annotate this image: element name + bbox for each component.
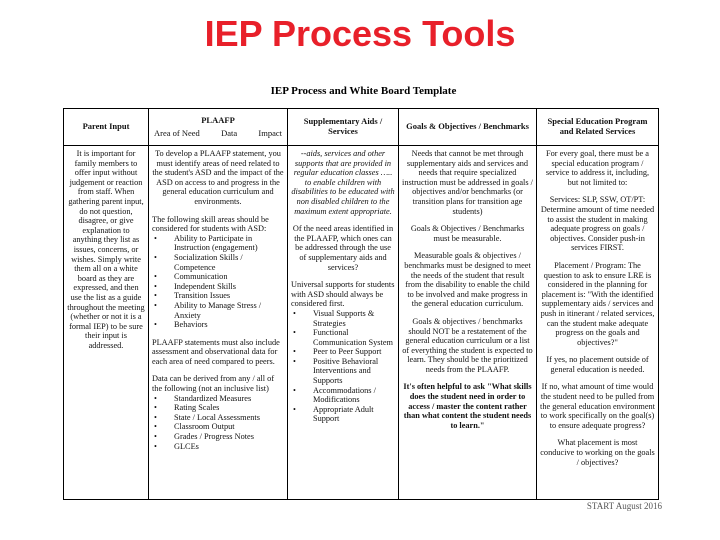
list-item: • Rating Scales [152,403,284,413]
plaafp-sub-impact: Impact [258,127,282,138]
parent-input-cell [64,146,149,500]
goals-text-5: It's often helpful to ask "What skills does the student need in order to access / master the content rather than what content the student needs to learn." [403,382,532,430]
goals-text-2: Goals & Objectives / Benchmarks must be measurable. [410,224,525,243]
list-item: • Appropriate Adult Support [291,405,395,424]
list-item: • Functional Communication System [291,328,395,347]
header-row [64,109,659,146]
list-item: • Visual Supports & Strategies [291,309,395,328]
plaafp-title: PLAAFP [201,114,235,125]
header-supplementary-aids: Supplementary Aids / Services [288,109,399,146]
list-item: • Peer to Peer Support [291,347,395,357]
sped-text-1: For every goal, there must be a special education program / service to address it, including, but not limited to: [545,149,650,187]
sped-text-4: If yes, no placement outside of general education is needed. [546,355,649,374]
data-sources-list [152,394,284,452]
goals-text-3: Measurable goals & objectives / benchmarks must be designed to meet the needs of the student that result from the disability to enable the child to be involved and make progress in the general education curriculum. [404,251,531,309]
supplementary-aids-cell [288,146,399,500]
goals-text-4: Goals & objectives / benchmarks should NOT be a restatement of the general education curriculum or a list of everything the student is expected to learn. They should be the prioritized needs from the PLAAFP. [402,316,533,374]
header-parent-input: Parent Input [64,109,149,146]
skill-areas-list [152,234,284,330]
list-item: • Behaviors [152,320,284,330]
list-item: • Transition Issues [152,291,284,301]
supp-question: Of the need areas identified in the PLAAFP, which ones can be addressed through the use of supplementary aids and services? [292,224,394,272]
list-item: • Ability to Participate in Instruction (engagement) [152,234,284,253]
list-item: • Grades / Progress Notes [152,432,284,442]
slide-title: IEP Process Tools [204,13,516,54]
header-goals: Goals & Objectives / Benchmarks [399,109,537,146]
plaafp-skills-intro: The following skill areas should be considered for students with ASD: [152,214,269,234]
plaafp-sub-area: Area of Need [154,127,200,138]
supp-definition: --aids, services and other supports that are provided in regular education classes ….. to enable children with disabilities to be educated with non disabled children to the maximum extent appropriate. [291,149,395,216]
sped-text-3: Placement / Program: The question to ask to ensure LRE is considered in the planning for placement is: "With the identified supplementary aids / services and push in itinerant / related services, can the student make adequate progress on the goals and objectives?" [540,260,655,347]
iep-template-table [63,108,659,500]
sped-text-5: If no, what amount of time would the student need to be pulled from the general education environment to work specifically on the goal(s) to ensure adequate progress? [540,382,655,430]
header-plaafp [149,109,288,146]
list-item: • Standardized Measures [152,394,284,404]
plaafp-intro: To develop a PLAAFP statement, you must identify areas of need related to the student's ASD and the impact of the ASD on access to and progress in the general education curriculum and environments. [152,149,284,206]
list-item: • State / Local Assessments [152,413,284,423]
plaafp-data-note: PLAAFP statements must also include assessment and observational data for each area of need compared to peers. [152,337,280,366]
plaafp-data-sources-intro: Data can be derived from any / all of the following (not an inclusive list) [152,374,275,394]
header-special-education: Special Education Program and Related Services [537,109,659,146]
list-item: • Accommodations / Modifications [291,386,395,405]
list-item: • Communication [152,272,284,282]
goals-cell [399,146,537,500]
sped-text-2: Services: SLP, SSW, OT/PT: Determine amount of time needed to assist the student in making adequate progress on goals / objectives. Consider push-in services FIRST. [540,195,655,253]
parent-text: It is important for family members to offer input without judgement or reaction from staff. When gathering parent input, do not question, disagree, or give explanation to anything they list as issues, concerns, or wishes. Simply write them all on a white board as they are expressed, and then use the list as a guide throughout the meeting (whether or not it is a formal IEP) to be sure their input is addressed. [67,149,145,350]
list-item: • Positive Behavioral Interventions and Supports [291,357,395,386]
iep-template-document [55,80,672,520]
footer-credit: START August 2016 [586,501,662,511]
list-item: • Ability to Manage Stress / Anxiety [152,301,284,320]
list-item: • Socialization Skills / Competence [152,253,284,272]
sped-text-6: What placement is most conducive to working on the goals / objectives? [540,438,655,467]
special-education-cell [537,146,659,500]
supp-universal: Universal supports for students with ASD should always be considered first. [291,280,395,309]
content-row [64,146,659,500]
document-title: IEP Process and White Board Template [270,85,457,97]
plaafp-sub-data: Data [221,127,238,138]
list-item: • Classroom Output [152,422,284,432]
list-item: • Independent Skills [152,282,284,292]
list-item: • GLCEs [152,442,284,452]
plaafp-cell [149,146,288,500]
supports-list [291,309,395,424]
goals-text-1: Needs that cannot be met through supplementary aids and services and needs that require specialized instruction must be addressed in goals / objectives and/or benchmarks (or transition plans for transition age students) [402,149,533,216]
